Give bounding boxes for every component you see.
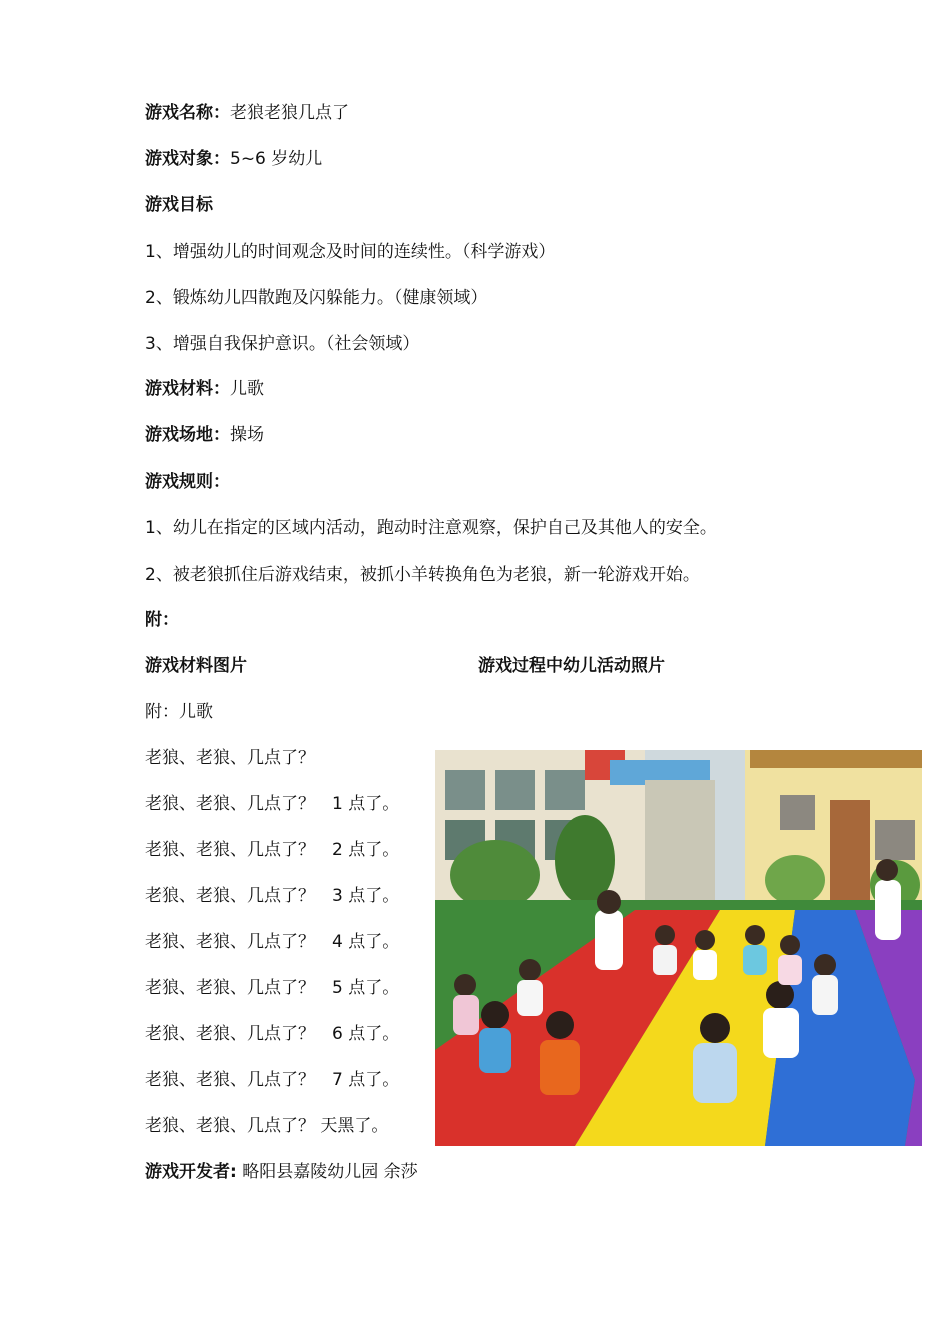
game-material-value: 儿歌: [230, 379, 264, 399]
game-material: [145, 377, 264, 401]
game-name-value: 老狼老狼几点了: [230, 103, 349, 123]
goal-item: 1、增强幼儿的时间观念及时间的连续性。（科学游戏）: [145, 242, 556, 262]
game-venue: [145, 423, 264, 447]
rule-item: 2、被老狼抓住后游戏结束，被抓小羊转换角色为老狼，新一轮游戏开始。: [145, 565, 700, 585]
game-target-value: 5~6 岁幼儿: [230, 149, 323, 169]
game-name: [145, 101, 349, 125]
song-line: 老狼、老狼、几点了？ 1 点了。: [145, 794, 400, 814]
song-line: 老狼、老狼、几点了？ 天黑了。: [145, 1116, 389, 1136]
goal-item: 2、锻炼幼儿四散跑及闪躲能力。（健康领域）: [145, 288, 488, 308]
developer: [145, 1160, 418, 1184]
song-label: 附：儿歌: [145, 702, 213, 722]
material-pictures-heading: 游戏材料图片: [145, 656, 247, 676]
song-line: 老狼、老狼、几点了？ 5 点了。: [145, 978, 400, 998]
activity-photo: [435, 750, 922, 1146]
appendix-heading: 附：: [145, 610, 179, 630]
game-target: [145, 147, 322, 171]
goal-item: 3、增强自我保护意识。（社会领域）: [145, 334, 420, 354]
goals-heading: 游戏目标: [145, 195, 213, 215]
developer-value: 略阳县嘉陵幼儿园 余莎: [236, 1162, 418, 1182]
rule-item: 1、幼儿在指定的区域内活动，跑动时注意观察，保护自己及其他人的安全。: [145, 518, 717, 538]
song-line: 老狼、老狼、几点了？ 6 点了。: [145, 1024, 400, 1044]
game-name-label: 游戏名称：: [145, 103, 230, 123]
developer-label: 游戏开发者:: [145, 1162, 237, 1182]
game-venue-label: 游戏场地：: [145, 425, 230, 445]
game-target-label: 游戏对象：: [145, 149, 230, 169]
rules-heading: 游戏规则：: [145, 472, 230, 492]
song-line: 老狼、老狼、几点了？ 4 点了。: [145, 932, 400, 952]
song-line: 老狼、老狼、几点了？ 7 点了。: [145, 1070, 400, 1090]
game-venue-value: 操场: [230, 425, 264, 445]
song-line: 老狼、老狼、几点了？ 2 点了。: [145, 840, 400, 860]
song-line: 老狼、老狼、几点了？ 3 点了。: [145, 886, 400, 906]
activity-photos-heading: 游戏过程中幼儿活动照片: [478, 656, 665, 676]
song-line: 老狼、老狼、几点了？: [145, 748, 315, 768]
game-material-label: 游戏材料：: [145, 379, 230, 399]
